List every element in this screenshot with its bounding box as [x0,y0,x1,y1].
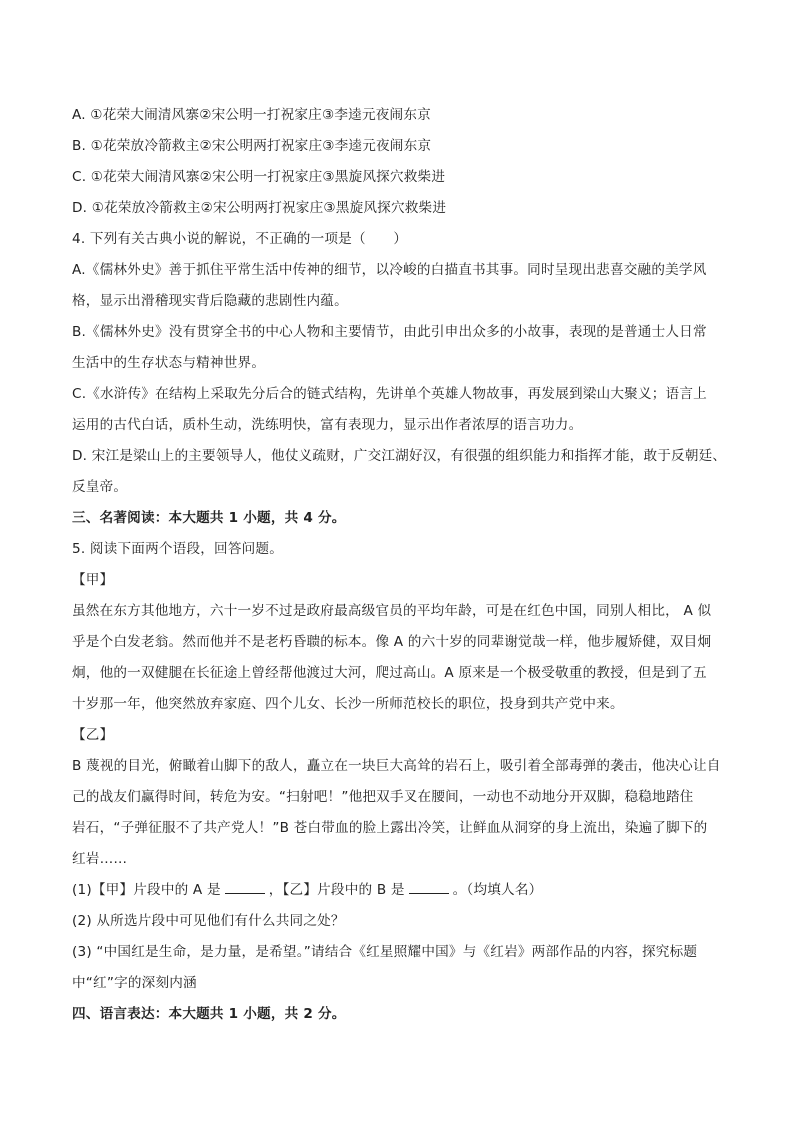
answer-blank-b[interactable] [409,881,449,894]
answer-blank-a[interactable] [225,881,265,894]
option-c-q3: C. ①花荣大闹清风寨②宋公明一打祝家庄③黑旋风探穴救柴进 [72,169,446,185]
passage-yi-line1: B 蔑视的目光，俯瞰着山脚下的敌人，矗立在一块巨大高耸的岩石上，吸引着全部毒弹的袭击，他决心让自 [72,758,721,774]
sub-question-1-part1: (1)【甲】片段中的 A 是 [72,882,221,898]
sub-question-2: (2) 从所选片段中可见他们有什么共同之处？ [72,913,345,929]
option-d-q4-line1: D. 宋江是梁山上的主要领导人，他仗义疏财，广交江湖好汉，有很强的组织能力和指挥才能，敢于反朝廷、 [72,448,727,464]
option-a-q3: A. ①花荣大闹清风寨②宋公明一打祝家庄③李逵元夜闹东京 [72,107,431,123]
sub-question-1-part2: ，【乙】片段中的 B 是 [268,882,405,898]
passage-jia-label: 【甲】 [72,572,114,588]
passage-jia-line3: 炯，他的一双健腿在长征途上曾经帮他渡过大河，爬过高山。A 原来是一个极受敬重的教授，但是到了五 [72,665,707,681]
option-c-q4-line2: 运用的古代白话，质朴生动，洗练明快，富有表现力，显示出作者浓厚的语言功力。 [72,417,583,433]
sub-question-3-line2: 中“红”字的深刻内涵 [72,975,197,991]
option-a-q4-line1: A.《儒林外史》善于抓住平常生活中传神的细节，以冷峻的白描直书其事。同时呈现出悲喜交融的美学风 [72,262,707,278]
option-a-q4-line2: 格，显示出滑稽现实背后隐藏的悲剧性内蕴。 [72,293,348,309]
passage-yi-line3: 岩石，“子弹征服不了共产党人！”B 苍白带血的脸上露出冷笑，让鲜血从洞穿的身上流出，染遍了脚下的 [72,820,708,836]
option-d-q3: D. ①花荣放冷箭救主②宋公明两打祝家庄③黑旋风探穴救柴进 [72,200,447,216]
section-3-heading: 三、名著阅读：本大题共 1 小题，共 4 分。 [72,510,346,526]
section-4-heading: 四、语言表达：本大题共 1 小题，共 2 分。 [72,1006,346,1022]
question-5: 5. 阅读下面两个语段，回答问题。 [72,541,284,557]
passage-yi-label: 【乙】 [72,727,114,743]
sub-question-1-part3: 。（均填人名） [452,882,543,898]
document-page [72,100,732,1030]
option-b-q4-line1: B.《儒林外史》没有贯穿全书的中心人物和主要情节，由此引申出众多的小故事，表现的是普通士人日常 [72,324,707,340]
option-c-q4-line1: C.《水浒传》在结构上采取先分后合的链式结构，先讲单个英雄人物故事，再发展到梁山大聚义；语言上 [72,386,707,402]
option-d-q4-line2: 反皇帝。 [72,479,128,495]
passage-yi-line4: 红岩…… [72,851,128,867]
passage-jia-line1: 虽然在东方其他地方，六十一岁不过是政府最高级官员的平均年龄，可是在红色中国，同别人相比， A 似 [72,603,712,619]
passage-yi-line2: 己的战友们赢得时间，转危为安。“扫射吧！”他把双手叉在腰间，一动也不动地分开双脚，稳稳地踏住 [72,789,694,805]
passage-jia-line4: 十岁那一年，他突然放弃家庭、四个儿女、长沙一所师范校长的职位，投身到共产党中来。 [72,696,624,712]
option-b-q3: B. ①花荣放冷箭救主②宋公明两打祝家庄③李逵元夜闹东京 [72,138,432,154]
sub-question-1 [72,875,732,906]
sub-question-3-line1: (3) “中国红是生命，是力量，是希望。”请结合《红星照耀中国》与《红岩》两部作品的内容，探究标题 [72,944,698,960]
passage-jia-line2: 乎是个白发老翁。然而他并不是老朽昏聩的标本。像 A 的六十岁的同辈谢觉哉一样，他步履矫健，双目炯 [72,634,712,650]
option-b-q4-line2: 生活中的生存状态与精神世界。 [72,355,266,371]
question-4: 4. 下列有关古典小说的解说，不正确的一项是（ ） [72,231,408,247]
